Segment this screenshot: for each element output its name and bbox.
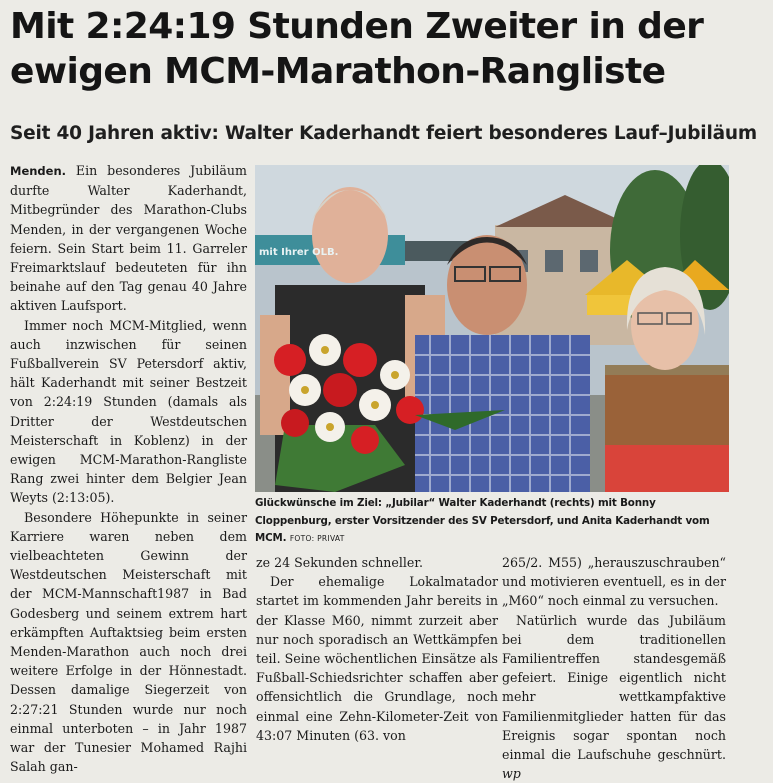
article-column-1 [10,161,247,777]
photo-illustration [255,165,729,492]
photo-caption: Glückwünsche im Ziel: „Jubilar“ Walter Kaderhandt (rechts) mit Bonny Cloppenburg, erster Vorsitzender des SV Petersdorf, und Anita Kaderhandt vom MCM. FOTO: PRIVAT [255,497,710,544]
article-subheadline: Seit 40 Jahren aktiv: Walter Kaderhandt feiert besonderes Lauf–Jubiläum [10,123,757,144]
article-headline: Mit 2:24:19 Stunden Zweiter in der ewigen MCM-Marathon-Rangliste [10,6,704,92]
article-column-3 [502,553,726,783]
article-paragraph: Besondere Höhepunkte in seiner Karriere waren neben dem vielbeachteten Gewinn der Westdeutschen Meisterschaft mit der MCM-Mannschaft1987 in Bad Godesberg und seinem extrem hart erkämpften Auftaktsieg beim ersten Menden-Marathon auch noch drei weitere Erfolge in der Hönnestadt. Dessen damalige Siegerzeit von 2:27:21 Stunden wurde nur noch einmal unterboten – in Jahr 1987 war der Tunesier Mohamed Rajhi Salah gan- [10,509,247,775]
author-initials: wp [502,766,521,782]
dateline: Menden. [10,164,67,178]
article-paragraph: Menden. Ein besonderes Jubiläum durfte Walter Kaderhandt, Mitbegründer des Marathon-Clubs Menden, in der vergangenen Woche feiern. Sein Start beim 11. Garreler Freimarktslauf bedeuteten für ihn beinahe auf den Tag genau 40 Jahre aktiven Laufsport. [10,163,247,314]
article-paragraph: Natürlich wurde das Jubiläum bei dem traditionellen Familientreffen standesgemäß gefeiert. Einige eigentlich nicht mehr wettkampfaktive Familienmitglieder hatten für das Ereignis sogar spontan noch einmal die Laufschuhe geschnürt. wp [502,612,726,782]
article-paragraph: Immer noch MCM-Mitglied, wenn auch inzwischen für seinen Fußballverein SV Petersdorf aktiv, hält Kaderhandt mit seiner Bestzeit von 2:24:19 Stunden (damals als Dritter der Westdeutschen Meisterschaft in Koblenz) in der ewigen MCM-Marathon-Rangliste Rang zwei hinter dem Belgier Jean Weyts (2:13:05). [10,317,247,506]
article-paragraph: Der ehemalige Lokalmatador startet im kommenden Jahr bereits in der Klasse M60, nimmt zurzeit aber nur noch sporadisch an Wettkämpfen teil. Seine wöchentlichen Einsätze als Fußball-Schiedsrichter schaffen aber offensichtlich die Grundlage, noch einmal eine Zehn-Kilometer-Zeit von 43:07 Minuten (63. von [256,574,498,743]
article-paragraph: ze 24 Sekunden schneller. [256,555,424,570]
photo-banner-text: mit Ihrer OLB. [259,247,339,258]
photo-credit: FOTO: PRIVAT [289,534,345,543]
article-column-2 [256,553,498,745]
article-paragraph: 265/2. M55) „herauszuschrauben“ und motivieren eventuell, es in der „M60“ noch einmal zu versuchen. [502,555,726,609]
article-photo [255,165,729,492]
